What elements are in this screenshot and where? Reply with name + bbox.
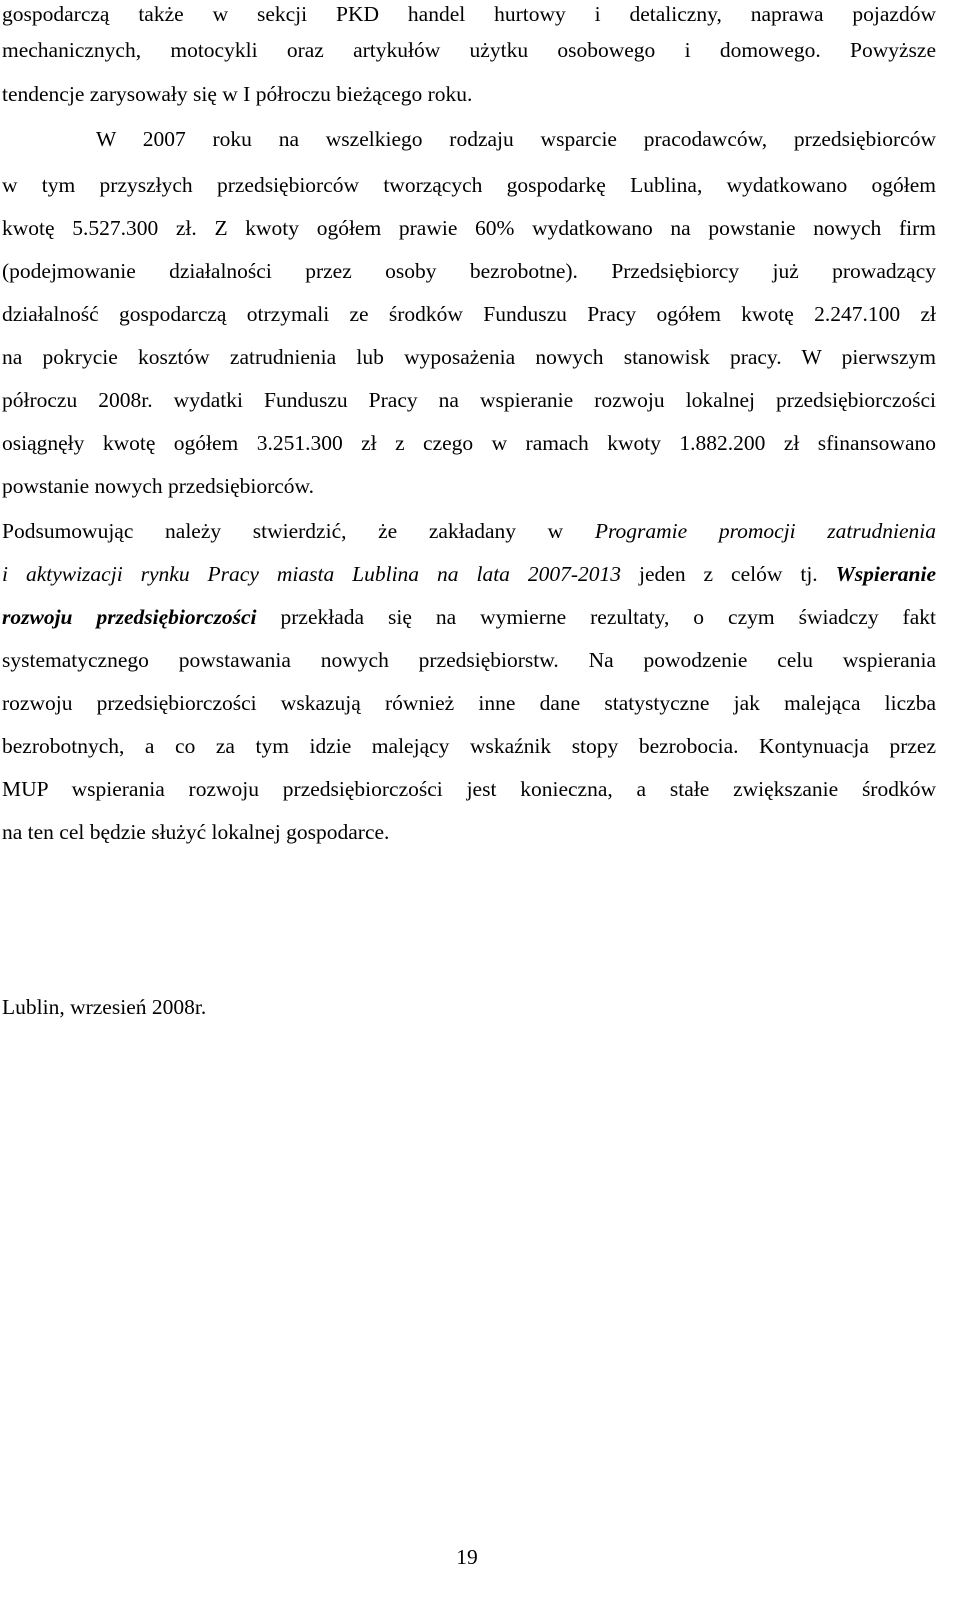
place-and-date: Lublin, wrzesień 2008r. xyxy=(2,995,207,1019)
goal-name-bold-italic: rozwoju przedsiębiorczości xyxy=(2,605,257,629)
text-run: jeden z celów tj. xyxy=(621,562,836,586)
text-line: gospodarczą także w sekcji PKD handel hurtowy i detaliczny, naprawa pojazdów xyxy=(2,2,936,26)
page-number: 19 xyxy=(456,1545,478,1569)
text-line: półroczu 2008r. wydatki Funduszu Pracy na wspieranie rozwoju lokalnej przedsiębiorczości xyxy=(2,388,936,412)
text-line: rozwoju przedsiębiorczości wskazują również inne dane statystyczne jak malejąca liczba xyxy=(2,691,936,715)
text-line xyxy=(2,560,936,588)
text-line: osiągnęły kwotę ogółem 3.251.300 zł z czego w ramach kwoty 1.882.200 zł sfinansowano xyxy=(2,431,936,455)
text-run: Podsumowując należy stwierdzić, że zakładany w xyxy=(2,519,595,543)
text-line: bezrobotnych, a co za tym idzie malejący wskaźnik stopy bezrobocia. Kontynuacja przez xyxy=(2,734,936,758)
text-line: W 2007 roku na wszelkiego rodzaju wsparcie pracodawców, przedsiębiorców xyxy=(96,127,936,151)
text-line xyxy=(2,517,936,545)
text-line xyxy=(2,603,936,631)
program-title-italic: i aktywizacji rynku Pracy miasta Lublina na lata 2007-2013 xyxy=(2,562,622,586)
text-run: przekłada się na wymierne rezultaty, o czym świadczy fakt xyxy=(256,605,936,629)
text-line: systematycznego powstawania nowych przedsiębiorstw. Na powodzenie celu wspierania xyxy=(2,648,936,672)
text-line: na ten cel będzie służyć lokalnej gospodarce. xyxy=(2,820,390,844)
text-line: kwotę 5.527.300 zł. Z kwoty ogółem prawie 60% wydatkowano na powstanie nowych firm xyxy=(2,216,936,240)
text-line: powstanie nowych przedsiębiorców. xyxy=(2,474,315,498)
text-line: na pokrycie kosztów zatrudnienia lub wyposażenia nowych stanowisk pracy. W pierwszym xyxy=(2,345,936,369)
goal-name-bold-italic: Wspieranie xyxy=(835,562,936,586)
text-line: MUP wspierania rozwoju przedsiębiorczości jest konieczna, a stałe zwiększanie środków xyxy=(2,777,936,801)
program-title-italic: Programie promocji zatrudnienia xyxy=(594,519,936,543)
text-line: tendencje zarysowały się w I półroczu bieżącego roku. xyxy=(2,82,473,106)
text-line: działalność gospodarczą otrzymali ze środków Funduszu Pracy ogółem kwotę 2.247.100 zł xyxy=(2,302,936,326)
text-line: (podejmowanie działalności przez osoby bezrobotne). Przedsiębiorcy już prowadzący xyxy=(2,259,936,283)
text-line: mechanicznych, motocykli oraz artykułów użytku osobowego i domowego. Powyższe xyxy=(2,38,936,62)
text-line: w tym przyszłych przedsiębiorców tworzących gospodarkę Lublina, wydatkowano ogółem xyxy=(2,173,936,197)
